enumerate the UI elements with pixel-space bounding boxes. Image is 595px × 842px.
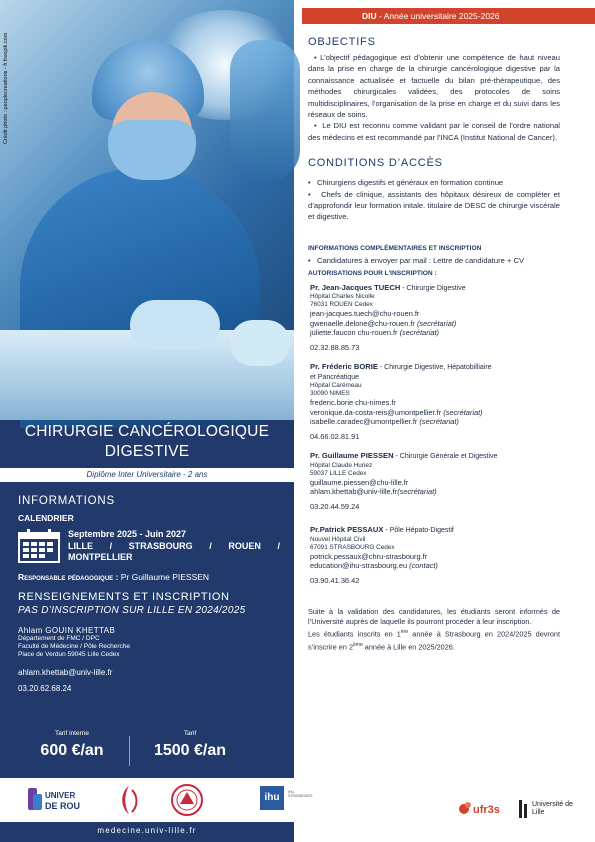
program-subtitle: Diplôme Inter Universitaire - 2 ans [0,468,294,482]
partner-logos [0,778,313,822]
program-dates: Septembre 2025 - Juin 2027 [68,529,187,539]
glove [230,320,290,366]
professor-phone: 03.90.41.36.42 [310,575,360,585]
professor-email[interactable]: frederic.borie chu-nimes.fr [310,398,396,408]
ulille-mark-icon [519,800,529,818]
calendar-text: Septembre 2025 - Juin 2027 LILLE / STRASBOURG / ROUEN / MONTPELLIER [68,529,280,562]
info-section [18,495,280,693]
program-title: CHIRURGIE CANCÉROLOGIQUE DIGESTIVE [24,423,270,460]
svg-text:UNIVER: UNIVER [45,791,76,800]
closing-notes: Suite à la validation des candidatures, les étudiants seront informés de l’Université auprès de laquelle ils pourront procéder à leur inscription. Les étudiants inscrits en 1ère année à Strasbourg en 2024/2025 devront s’inscrire en 2ème année à Lille en 2025/2026. [308,607,561,652]
pedagogical-lead: Responsable pédagogique : Pr Guillaume PIESSEN [18,571,210,582]
right-logos [455,798,585,822]
professor-phone: 02.32.88.85.73 [310,342,360,352]
conditions-item: • Chefs de clinique, assistants des hôpitaux désireux de compléter et d’approfondir leur formation initale. titulaire de DESC de chirurgie viscérale et digestive. [308,189,560,222]
professor-entry: Pr. Fréderic BORIE - Chirurgie Digestive, Hépatobilliaire et Pancréatique Hôpital Carémeau 30090 NIMES frederic.borie chu-nimes.fr veronique.da-costa-reis@umontpellier.fr (secrétariat) isabelle.caradec@umontpellier.fr (secrétariat) 04.66.02.81.91 [308,362,560,441]
program-cities: LILLE / STRASBOURG / ROUEN / [68,540,280,551]
strasbourg-university-seal [170,782,204,818]
assistant-surgeon [230,40,300,180]
contact-email[interactable]: ahlam.khettab@univ-lille.fr [18,668,113,677]
glove [130,300,220,350]
professor-entry: Pr.Patrick PESSAUX - Pôle Hépato-Digestif Nouvel Hôpital Civil 67091 STRASBOURG Cedex potrick.pessaux@chru-strasbourg.fr education@ihu-strasbourg.eu (contact) 03.90.41.36.42 [308,525,560,585]
objectifs-heading: OBJECTIFS [308,36,376,48]
ufr3s-logo [457,798,509,820]
svg-text:ufr3s: ufr3s [473,804,500,816]
right-content [308,36,560,652]
surgeon-photo [0,0,294,416]
authorization-heading: AUTORISATIONS POUR L’INSCRIPTION : [308,269,437,277]
conditions-heading: CONDITIONS D’ACCÈS [308,157,443,170]
info-heading: INFORMATIONS [18,495,115,507]
contact-phone: 03.20.62.68.24 [18,684,72,693]
calendar-icon [18,529,60,563]
conditions-item: • Chirurgiens digestifs et généraux en formation continue [308,178,504,188]
professor-email[interactable]: guillaume.piessen@chu-lille.fr [310,477,409,487]
complement-heading: INFORMATIONS COMPLÉMENTAIRES ET INSCRIPTION [308,244,482,252]
professor-phone: 04.66.02.81.91 [310,431,360,441]
contact-block: Ahlam GOUIN KHETTAB Département de FMC / DPC Faculté de Médecine / Pôle Recherche Place de Verdun 59045 Lille Cedex [18,626,280,660]
calendar-heading: CALENDRIER [18,513,74,523]
universite-rouen-logo [28,786,88,814]
footer-url[interactable]: medecine.univ-lille.fr [0,822,294,842]
svg-text:DE ROU: DE ROU [45,801,81,811]
professor-entry: Pr. Guillaume PIESSEN - Chirurgie Générale et Digestive Hôpital Claude Huriez 59037 LILLE Cedex guillaume.piessen@chu-lille.fr ahlam.khettab@univ-lille.fr(secrétariat) 03.20.44.59.24 [308,451,560,511]
calendar-row [18,529,280,564]
objectifs-paragraph: • Le DIU est reconnu comme validant par le conseil de l’ordre national des médecins et est recommandé par l’INCA (Institut National de Cancer). [308,121,560,142]
professor-phone: 03.20.44.59.24 [310,501,360,511]
tarif-other: Tarif 1500 €/an [153,730,227,759]
tarifs [0,730,294,770]
professor-email[interactable]: potrick.pessaux@chru-strasbourg.fr [310,551,428,561]
photo-credit: Crédit photo : peoplecreations - fr.freepik.com [3,32,9,144]
surgical-mask [108,120,196,180]
no-registration-notice: PAS D’INSCRIPTION SUR LILLE EN 2024/2025 [18,604,246,616]
montpellier-logo [116,784,142,816]
professor-entry: Pr. Jean-Jacques TUECH - Chirurgie Digestive Hôpital Charles Nicolle 76031 ROUEN Cedex jean-jacques.tuech@chu-rouen.fr gwenaelle.delone@chu-rouen.fr (secrétariat) juliette.faucon chu-rouen.fr (secrétariat) 02.32.88.85.73 [308,283,560,353]
ihu-logo: ihu [260,786,288,812]
ihu-strasbourg-text: IHU STRASBOURG [288,790,313,798]
header-band: DIU - Année universitaire 2025-2026 [302,8,595,24]
complement-text: • Candidatures à envoyer par mail : Lettre de candidature + CV [308,255,525,265]
professor-email[interactable]: jean-jacques.tuech@chu-rouen.fr [310,309,420,319]
objectifs-paragraph: • L’objectif pédagogique est d’obtenir une compétence de haut niveau dans la prise en charge de la chirurgie cancérologique digestive par la connaissance actualisée et factuelle du bilan pré-thérapeutique, des méthodes chirurgicales validées, des protocoles de soins multidisciplinaires, l’organisation de la prise en charge et du suivi dans les réseaux de soins. [308,52,560,120]
program-title-block [0,418,294,482]
tarif-internal: Tarif interne 600 €/an [40,730,104,759]
universite-lille-logo: Université de Lille [519,798,579,820]
registration-heading: RENSEIGNEMENTS ET INSCRIPTION [18,590,230,603]
contact-name: Ahlam GOUIN KHETTAB [18,625,116,635]
